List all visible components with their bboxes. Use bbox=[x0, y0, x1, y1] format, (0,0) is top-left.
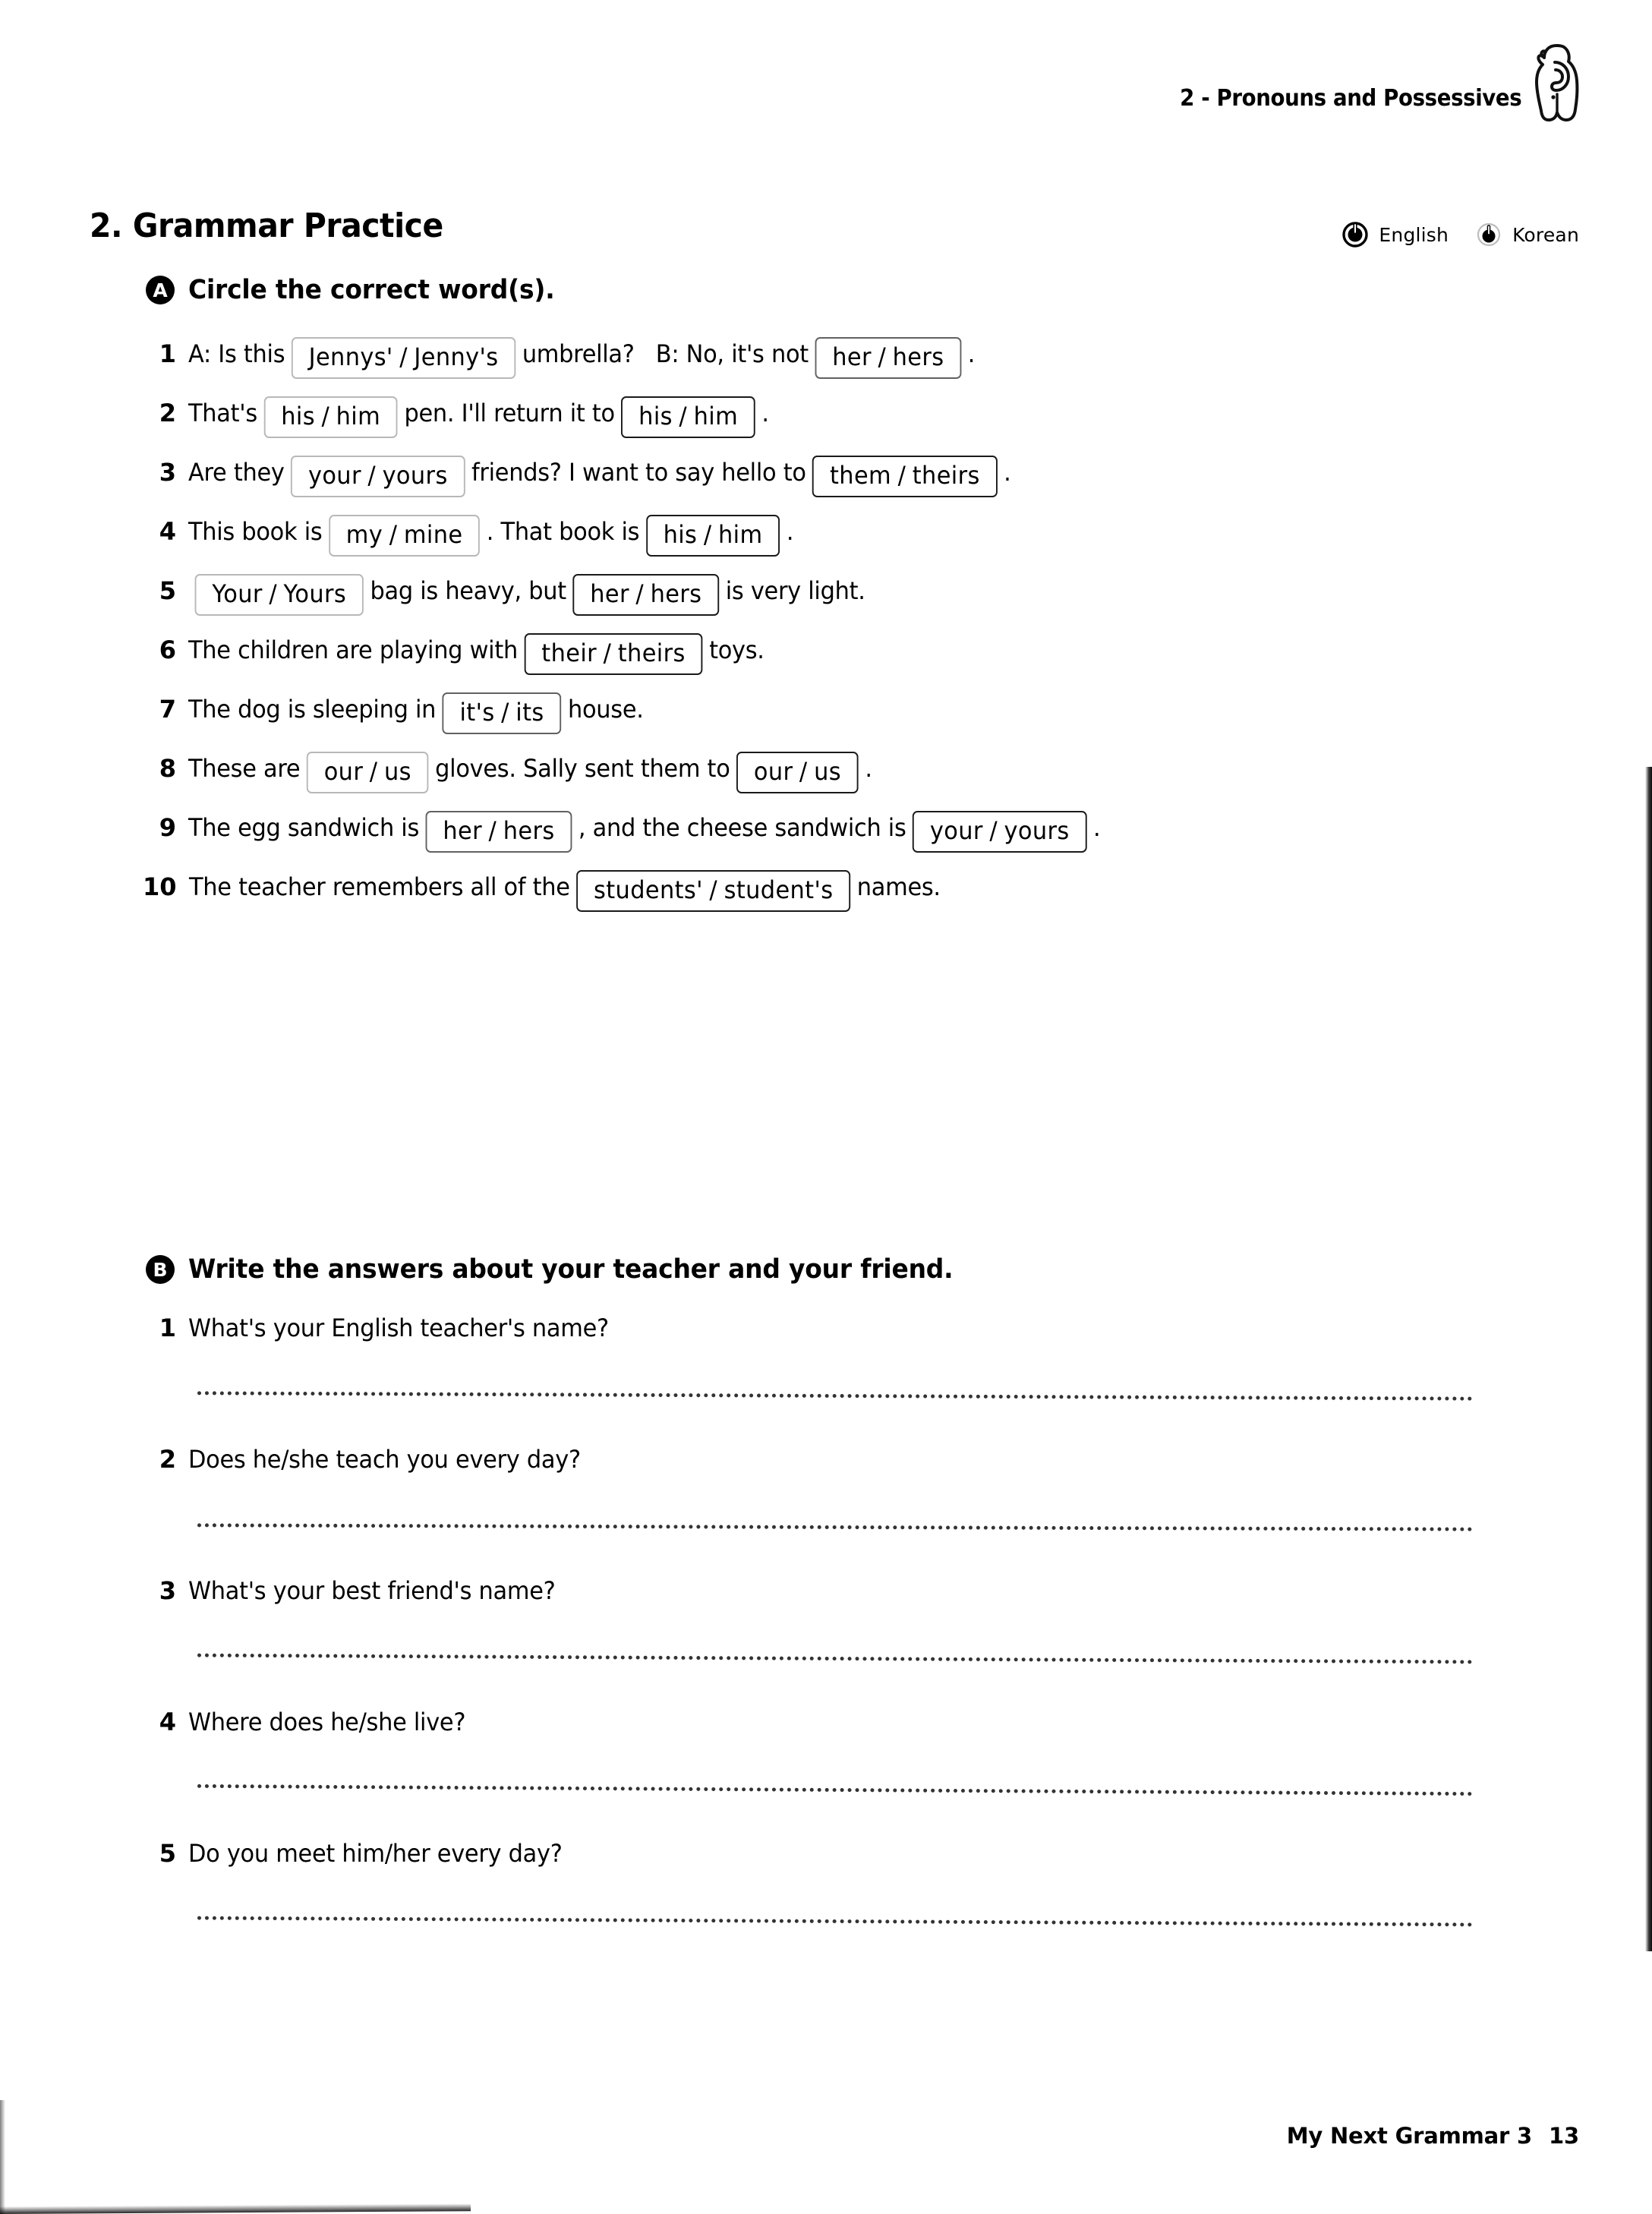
question-row bbox=[143, 1576, 1524, 1605]
exercise-a-item bbox=[143, 808, 1509, 850]
audio-korean-label: Korean bbox=[1512, 223, 1579, 246]
choice-separator: / bbox=[989, 816, 998, 845]
choice-box[interactable] bbox=[736, 752, 859, 793]
item-number: 3 bbox=[159, 458, 176, 487]
sentence-text: gloves. Sally sent them to bbox=[435, 754, 730, 783]
choice-option-right[interactable]: hers bbox=[892, 342, 944, 371]
item-sentence bbox=[188, 512, 793, 554]
exercise-a-item bbox=[143, 571, 1509, 613]
sentence-text: . That book is bbox=[486, 517, 640, 546]
choice-option-left[interactable]: our bbox=[323, 757, 364, 786]
question-row bbox=[143, 1445, 1524, 1474]
choice-option-left[interactable]: her bbox=[590, 579, 629, 608]
question-number: 1 bbox=[159, 1314, 176, 1342]
answer-write-line[interactable] bbox=[197, 1385, 1473, 1400]
choice-separator: / bbox=[399, 342, 408, 371]
choice-option-left[interactable]: their bbox=[541, 639, 597, 667]
answer-write-line[interactable] bbox=[197, 1517, 1473, 1531]
exercise-b-question-block bbox=[143, 1576, 1524, 1660]
choice-box[interactable] bbox=[913, 811, 1086, 853]
choice-option-left[interactable]: your bbox=[929, 816, 983, 845]
question-text: What's your best friend's name? bbox=[188, 1576, 556, 1605]
choice-option-right[interactable]: hers bbox=[503, 816, 555, 845]
item-sentence bbox=[188, 808, 1100, 850]
sentence-text: . bbox=[786, 517, 794, 546]
exercise-b-question-block bbox=[143, 1445, 1524, 1529]
choice-box[interactable] bbox=[291, 456, 465, 497]
choice-separator: / bbox=[501, 698, 509, 727]
item-number: 2 bbox=[159, 399, 176, 427]
choice-box[interactable] bbox=[307, 752, 429, 793]
sentence-text: . bbox=[967, 339, 976, 368]
audio-english-button[interactable] bbox=[1342, 222, 1449, 248]
exercise-a-item bbox=[143, 393, 1509, 435]
bear-mascot-icon bbox=[1534, 43, 1581, 123]
exercise-b-question-block bbox=[143, 1314, 1524, 1398]
choice-option-left[interactable]: students' bbox=[593, 875, 703, 904]
audio-language-group bbox=[1342, 222, 1579, 248]
choice-separator: / bbox=[269, 579, 277, 608]
choice-box[interactable] bbox=[195, 574, 364, 616]
sentence-text: A: Is this bbox=[188, 339, 285, 368]
item-number: 1 bbox=[159, 339, 176, 368]
choice-option-right[interactable]: mine bbox=[403, 520, 463, 549]
answer-write-line[interactable] bbox=[197, 1778, 1473, 1796]
choice-option-left[interactable]: your bbox=[307, 461, 361, 490]
sentence-text: house. bbox=[567, 695, 644, 724]
exercise-a-item bbox=[143, 630, 1509, 672]
question-text: Where does he/she live? bbox=[188, 1708, 466, 1736]
question-row bbox=[143, 1839, 1524, 1868]
sentence-text: The children are playing with bbox=[188, 636, 518, 664]
sentence-text: umbrella? B: No, it's not bbox=[522, 339, 809, 368]
sentence-text: . bbox=[865, 754, 872, 783]
exercise-a-item bbox=[143, 453, 1509, 494]
choice-box[interactable] bbox=[292, 337, 515, 379]
sentence-text: The teacher remembers all of the bbox=[188, 872, 570, 901]
item-number: 8 bbox=[159, 754, 176, 783]
choice-option-right[interactable]: theirs bbox=[617, 639, 686, 667]
page-title: 2. Grammar Practice bbox=[90, 207, 443, 245]
exercise-a-badge: A bbox=[146, 276, 175, 304]
choice-option-left[interactable]: his bbox=[663, 520, 698, 549]
sentence-text: The egg sandwich is bbox=[188, 813, 420, 842]
choice-box[interactable] bbox=[524, 633, 702, 675]
exercise-a-item bbox=[143, 867, 1509, 909]
sentence-text: . bbox=[1092, 813, 1101, 842]
choice-separator: / bbox=[708, 875, 717, 904]
choice-box[interactable] bbox=[443, 692, 562, 734]
choice-option-right[interactable]: student's bbox=[724, 875, 833, 904]
choice-option-left[interactable]: Jennys' bbox=[308, 342, 393, 371]
item-number: 6 bbox=[159, 636, 176, 664]
exercise-a-heading bbox=[146, 275, 578, 305]
audio-korean-button[interactable] bbox=[1476, 222, 1579, 248]
sentence-text: , and the cheese sandwich is bbox=[578, 813, 906, 842]
audio-english-label: English bbox=[1379, 223, 1449, 246]
exercise-a-item bbox=[143, 334, 1509, 376]
choice-separator: / bbox=[878, 342, 887, 371]
exercise-b-question-block bbox=[143, 1708, 1524, 1792]
choice-option-right[interactable]: Jenny's bbox=[414, 342, 499, 371]
item-number: 7 bbox=[159, 695, 176, 724]
item-sentence bbox=[188, 689, 644, 731]
choice-option-right[interactable]: yours bbox=[382, 461, 448, 490]
choice-option-right[interactable]: its bbox=[515, 698, 544, 727]
choice-separator: / bbox=[389, 520, 398, 549]
choice-box[interactable] bbox=[812, 456, 997, 497]
question-number: 3 bbox=[159, 1576, 176, 1605]
exercise-a-item bbox=[143, 512, 1509, 554]
choice-option-right[interactable]: hers bbox=[650, 579, 702, 608]
item-sentence bbox=[188, 393, 769, 435]
choice-separator: / bbox=[679, 402, 688, 430]
question-number: 5 bbox=[159, 1839, 176, 1868]
sentence-text: That's bbox=[188, 399, 257, 427]
sentence-text: bag is heavy, but bbox=[370, 576, 566, 605]
sentence-text: These are bbox=[188, 754, 301, 783]
choice-separator: / bbox=[703, 520, 712, 549]
choice-option-left[interactable]: her bbox=[443, 816, 482, 845]
choice-option-left[interactable]: them bbox=[829, 461, 892, 490]
question-text: Do you meet him/her every day? bbox=[188, 1839, 563, 1868]
item-sentence bbox=[188, 630, 765, 672]
sentence-text: The dog is sleeping in bbox=[188, 695, 437, 724]
item-sentence bbox=[188, 334, 975, 376]
exercise-a-items bbox=[143, 334, 1509, 926]
choice-option-right[interactable]: him bbox=[717, 520, 763, 549]
choice-box[interactable] bbox=[815, 337, 961, 379]
exercise-a-instruction: Circle the correct word(s). bbox=[188, 275, 555, 305]
power-button-icon bbox=[1476, 222, 1502, 248]
exercise-b-instruction: Write the answers about your teacher and your friend. bbox=[188, 1254, 954, 1285]
page-edge-shadow-left bbox=[0, 2100, 5, 2214]
item-number: 9 bbox=[159, 813, 176, 842]
item-sentence bbox=[188, 749, 872, 790]
choice-separator: / bbox=[635, 579, 645, 608]
choice-option-left[interactable]: our bbox=[753, 757, 793, 786]
choice-box[interactable] bbox=[646, 515, 780, 557]
book-title: My Next Grammar 3 bbox=[1286, 2123, 1533, 2149]
choice-box[interactable] bbox=[329, 515, 480, 557]
sentence-text: names. bbox=[856, 872, 941, 901]
choice-option-left[interactable]: my bbox=[345, 520, 383, 549]
question-number: 2 bbox=[159, 1445, 176, 1474]
question-text: Does he/she teach you every day? bbox=[188, 1445, 581, 1474]
choice-option-right[interactable]: theirs bbox=[912, 461, 980, 490]
question-row bbox=[143, 1708, 1524, 1736]
choice-separator: / bbox=[488, 816, 497, 845]
item-number: 4 bbox=[159, 517, 176, 546]
choice-box[interactable] bbox=[263, 396, 397, 438]
exercise-a-item bbox=[143, 689, 1509, 731]
exercise-b-badge: B bbox=[146, 1255, 175, 1284]
choice-option-left[interactable]: it's bbox=[459, 698, 495, 727]
choice-option-left[interactable]: her bbox=[832, 342, 872, 371]
choice-box[interactable] bbox=[576, 870, 850, 912]
exercise-a-item bbox=[143, 749, 1509, 790]
chapter-title: 2 - Pronouns and Possessives bbox=[1179, 85, 1521, 112]
choice-box[interactable] bbox=[426, 811, 572, 853]
answer-write-line[interactable] bbox=[197, 1648, 1473, 1664]
choice-option-right[interactable]: him bbox=[693, 402, 739, 430]
power-button-icon bbox=[1342, 222, 1368, 248]
sentence-text: friends? I want to say hello to bbox=[471, 458, 806, 487]
page-edge-shadow-right bbox=[1645, 767, 1652, 1951]
choice-box[interactable] bbox=[572, 574, 719, 616]
sentence-text: This book is bbox=[188, 517, 323, 546]
page-edge-shadow-bottom bbox=[0, 2203, 471, 2214]
choice-separator: / bbox=[367, 461, 377, 490]
sentence-text: pen. I'll return it to bbox=[404, 399, 615, 427]
sentence-text: is very light. bbox=[725, 576, 865, 605]
question-row bbox=[143, 1314, 1524, 1342]
page-number: 13 bbox=[1549, 2123, 1579, 2149]
choice-separator: / bbox=[897, 461, 906, 490]
choice-option-right[interactable]: Yours bbox=[283, 579, 347, 608]
question-text: What's your English teacher's name? bbox=[188, 1314, 609, 1342]
answer-write-line[interactable] bbox=[197, 1910, 1473, 1927]
choice-option-right[interactable]: yours bbox=[1004, 816, 1070, 845]
item-number: 5 bbox=[159, 576, 176, 605]
choice-option-right[interactable]: us bbox=[383, 757, 411, 786]
sentence-text: Are they bbox=[188, 458, 285, 487]
exercise-b-heading bbox=[146, 1254, 1002, 1285]
choice-option-left[interactable]: Your bbox=[212, 579, 263, 608]
page-footer bbox=[1287, 2123, 1579, 2149]
choice-separator: / bbox=[799, 757, 808, 786]
item-sentence bbox=[188, 453, 1010, 494]
sentence-text: . bbox=[761, 399, 769, 427]
item-sentence bbox=[188, 571, 865, 613]
choice-separator: / bbox=[369, 757, 378, 786]
exercise-b-items bbox=[143, 1314, 1524, 1970]
chapter-header bbox=[1150, 73, 1581, 123]
choice-separator: / bbox=[603, 639, 612, 667]
choice-option-left[interactable]: his bbox=[281, 402, 315, 430]
question-number: 4 bbox=[159, 1708, 176, 1736]
item-sentence bbox=[189, 867, 941, 909]
exercise-b-question-block bbox=[143, 1839, 1524, 1923]
choice-option-right[interactable]: him bbox=[336, 402, 381, 430]
choice-option-right[interactable]: us bbox=[814, 757, 841, 786]
sentence-text: . bbox=[1004, 458, 1011, 487]
sentence-text: toys. bbox=[709, 636, 765, 664]
choice-separator: / bbox=[321, 402, 330, 430]
item-number: 10 bbox=[143, 872, 177, 901]
choice-box[interactable] bbox=[621, 396, 755, 438]
choice-option-left[interactable]: his bbox=[638, 402, 673, 430]
